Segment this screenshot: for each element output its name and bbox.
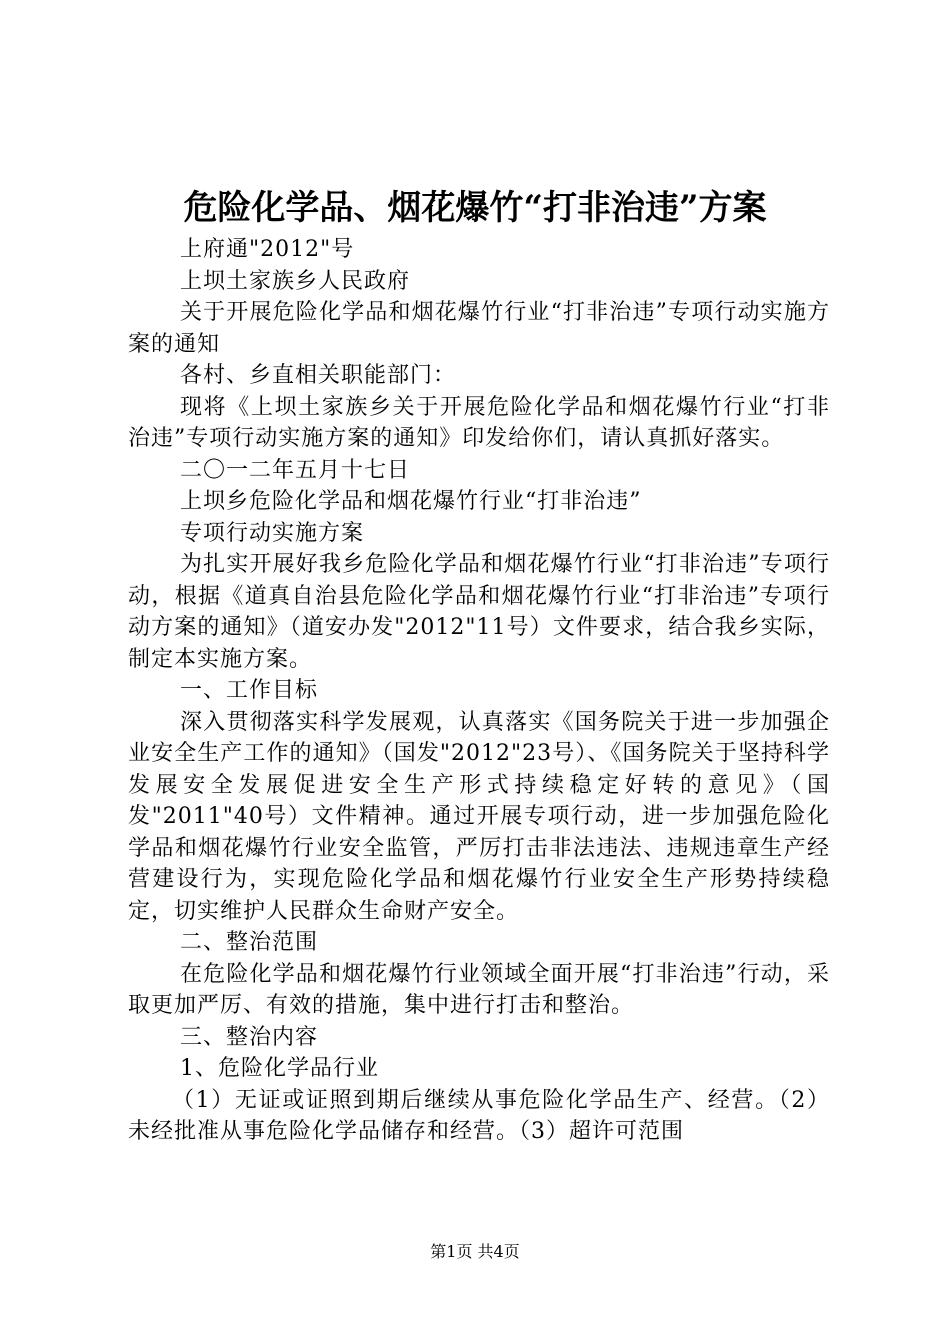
plan-title-line1: 上坝乡危险化学品和烟花爆竹行业“打非治违”: [180, 489, 642, 514]
issuing-authority: 上坝土家族乡人民政府: [180, 268, 411, 294]
notice-title: 关于开展危险化学品和烟花爆竹行业“打非治违”专项行动实施方案的通知: [128, 300, 830, 357]
recipients: 各村、乡直相关职能部门：: [180, 363, 457, 388]
section-heading-2: 二、整治范围: [180, 930, 319, 955]
section-heading-1: 一、工作目标: [180, 678, 319, 703]
notice-date: 二〇一二年五月十七日: [180, 457, 411, 483]
notice-body: 现将《上坝土家族乡关于开展危险化学品和烟花爆竹行业“打非治违”专项行动实施方案的通知》印发给你们，请认真抓好落实。: [128, 394, 830, 451]
plan-title-line2: 专项行动实施方案: [180, 520, 365, 546]
subsection-heading-1: 1、危险化学品行业: [180, 1056, 379, 1081]
section-1-body: 深入贯彻落实科学发展观，认真落实《国务院关于进一步加强企业安全生产工作的通知》（国发"2012"23号）、《国务院关于坚持科学发展安全发展促进安全生产形式持续稳定好转的意见》（国发"2011"40号）文件精神。通过开展专项行动，进一步加强危险化学品和烟花爆竹行业安全监管，严厉打击非法违法、违规违章生产经营建设行为，实现危险化学品和烟花爆竹行业安全生产形势持续稳定，切实维护人民群众生命财产安全。: [128, 709, 830, 924]
page-footer: 第1页 共4页: [430, 1242, 520, 1261]
document-body: [128, 234, 830, 1148]
doc-number: 上府通"2012"号: [180, 237, 355, 262]
document-title: 危险化学品、烟花爆竹“打非治违”方案: [183, 188, 767, 228]
section-2-body: 在危险化学品和烟花爆竹行业领域全面开展“打非治违”行动，采取更加严厉、有效的措施，集中进行打击和整治。: [128, 961, 830, 1018]
section-heading-3: 三、整治内容: [180, 1024, 319, 1050]
subsection-1-body: （1）无证或证照到期后继续从事危险化学品生产、经营。（2）未经批准从事危险化学品储存和经营。（3）超许可范围: [128, 1087, 830, 1144]
plan-intro: 为扎实开展好我乡危险化学品和烟花爆竹行业“打非治违”专项行动，根据《道真自治县危险化学品和烟花爆竹行业“打非治违”专项行动方案的通知》（道安办发"2012"11号）文件要求，结合我乡实际，制定本实施方案。: [128, 552, 830, 672]
